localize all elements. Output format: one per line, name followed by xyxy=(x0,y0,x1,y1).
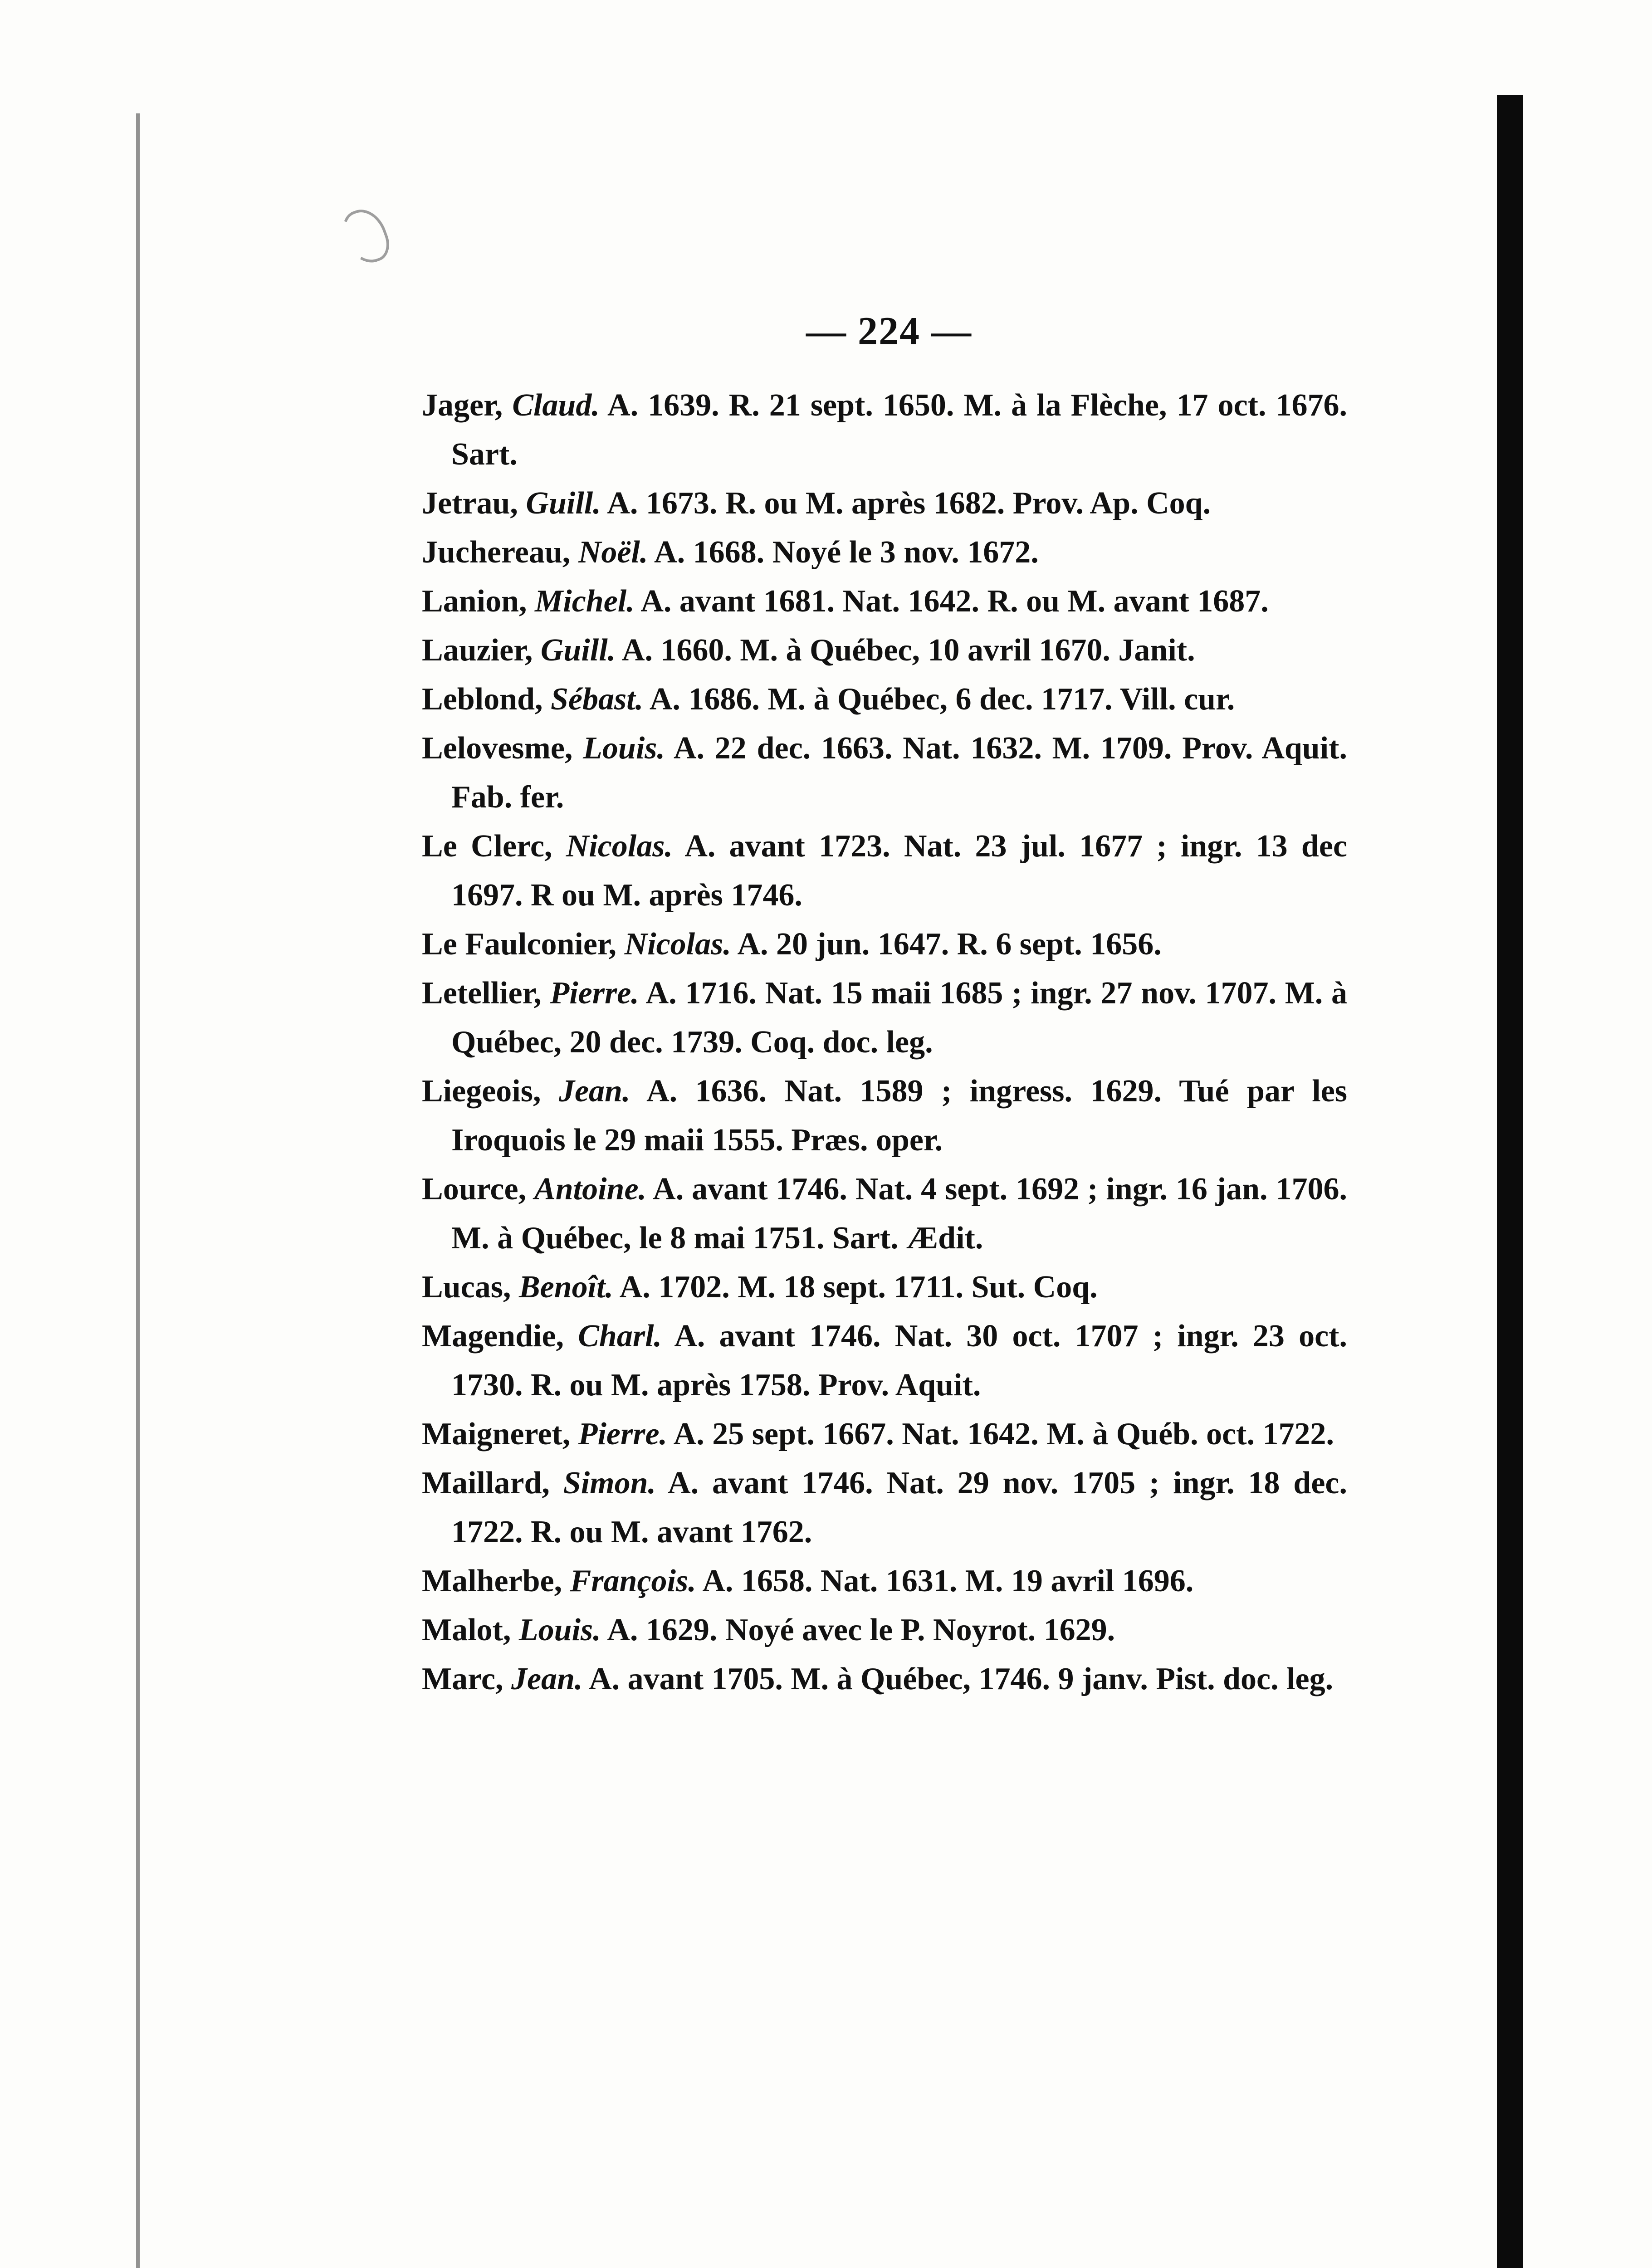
entry-details: A. 1629. Noyé avec le P. Noyrot. 1629. xyxy=(601,1613,1115,1647)
list-item xyxy=(422,1606,1347,1655)
list-item xyxy=(422,1312,1347,1410)
given-name: Benoît. xyxy=(518,1270,614,1305)
given-name: Pierre. xyxy=(550,976,639,1011)
surname: Magendie, xyxy=(422,1319,578,1354)
surname: Marc, xyxy=(422,1662,511,1696)
list-item xyxy=(422,528,1347,577)
entry-details: A. 1660. M. à Québec, 10 avril 1670. Janit. xyxy=(616,633,1195,668)
given-name: Antoine. xyxy=(534,1172,647,1207)
list-item xyxy=(422,1655,1347,1704)
entry-details: A. 22 dec. 1663. Nat. 1632. M. 1709. Prov. Aquit. Fab. fer. xyxy=(451,731,1347,815)
list-item xyxy=(422,822,1347,920)
entry-details: A. 20 jun. 1647. R. 6 sept. 1656. xyxy=(731,927,1162,962)
page-edge-left xyxy=(136,113,140,2268)
given-name: Michel. xyxy=(535,584,635,619)
entry-details: A. 1716. Nat. 15 maii 1685 ; ingr. 27 nov. 1707. M. à Québec, 20 dec. 1739. Coq. doc. leg. xyxy=(451,976,1347,1060)
entry-details: A. 1673. R. ou M. après 1682. Prov. Ap. Coq. xyxy=(601,486,1211,521)
surname: Malherbe, xyxy=(422,1564,570,1598)
given-name: Guill. xyxy=(526,486,601,521)
surname: Malot, xyxy=(422,1613,519,1647)
surname: Lource, xyxy=(422,1172,535,1207)
list-item xyxy=(422,1557,1347,1606)
list-item xyxy=(422,1067,1347,1165)
surname: Lauzier, xyxy=(422,633,541,668)
list-item xyxy=(422,920,1347,969)
entry-details: A. avant 1705. M. à Québec, 1746. 9 janv. Pist. doc. leg. xyxy=(582,1662,1334,1696)
given-name: François. xyxy=(570,1564,696,1598)
given-name: Simon. xyxy=(563,1466,656,1501)
list-item xyxy=(422,969,1347,1067)
given-name: Claud. xyxy=(512,388,600,423)
surname: Lelovesme, xyxy=(422,731,583,766)
surname: Maigneret, xyxy=(422,1417,578,1452)
surname: Lucas, xyxy=(422,1270,519,1305)
surname: Lanion, xyxy=(422,584,535,619)
list-item xyxy=(422,381,1347,479)
list-item xyxy=(422,724,1347,822)
surname: Jetrau, xyxy=(422,486,526,521)
list-item xyxy=(422,675,1347,724)
list-item xyxy=(422,577,1347,626)
surname: Liegeois, xyxy=(422,1074,559,1109)
list-item xyxy=(422,1459,1347,1557)
entry-list xyxy=(422,381,1347,1704)
surname: Le Clerc, xyxy=(422,829,566,864)
given-name: Guill. xyxy=(540,633,616,668)
entry-details: A. 1639. R. 21 sept. 1650. M. à la Flèche, 17 oct. 1676. Sart. xyxy=(451,388,1347,472)
list-item xyxy=(422,1410,1347,1459)
entry-details: A. 25 sept. 1667. Nat. 1642. M. à Québ. oct. 1722. xyxy=(667,1417,1334,1452)
given-name: Pierre. xyxy=(578,1417,668,1452)
entry-details: A. avant 1746. Nat. 4 sept. 1692 ; ingr. 16 jan. 1706. M. à Québec, le 8 mai 1751. Sart. Ædit. xyxy=(451,1172,1347,1256)
page-edge-right xyxy=(1497,95,1523,2268)
surname: Le Faulconier, xyxy=(422,927,625,962)
given-name: Sébast. xyxy=(551,682,644,717)
entry-details: A. 1658. Nat. 1631. M. 19 avril 1696. xyxy=(696,1564,1194,1598)
entry-details: A. 1702. M. 18 sept. 1711. Sut. Coq. xyxy=(613,1270,1098,1305)
list-item xyxy=(422,1263,1347,1312)
surname: Jager, xyxy=(422,388,513,423)
given-name: Nicolas. xyxy=(566,829,673,864)
entry-details: A. avant 1723. Nat. 23 jul. 1677 ; ingr. 13 dec 1697. R ou M. après 1746. xyxy=(451,829,1347,913)
entry-details: A. avant 1746. Nat. 29 nov. 1705 ; ingr. 18 dec. 1722. R. ou M. avant 1762. xyxy=(451,1466,1347,1549)
given-name: Charl. xyxy=(578,1319,662,1354)
page-number: — 224 — xyxy=(806,309,972,353)
surname: Letellier, xyxy=(422,976,550,1011)
list-item xyxy=(422,479,1347,528)
surname: Leblond, xyxy=(422,682,551,717)
given-name: Louis. xyxy=(583,731,665,766)
entry-details: A. 1686. M. à Québec, 6 dec. 1717. Vill. cur. xyxy=(643,682,1235,717)
entry-details: A. 1636. Nat. 1589 ; ingress. 1629. Tué par les Iroquois le 29 maii 1555. Præs. oper. xyxy=(451,1074,1348,1158)
given-name: Nicolas. xyxy=(624,927,731,962)
pencil-mark-icon xyxy=(337,203,395,269)
surname: Juchereau, xyxy=(422,535,578,570)
given-name: Louis. xyxy=(518,1613,601,1647)
list-item xyxy=(422,626,1347,675)
given-name: Jean. xyxy=(558,1074,630,1109)
entry-details: A. avant 1681. Nat. 1642. R. ou M. avant 1687. xyxy=(634,584,1269,619)
entry-details: A. 1668. Noyé le 3 nov. 1672. xyxy=(648,535,1039,570)
given-name: Noël. xyxy=(578,535,648,570)
surname: Maillard, xyxy=(422,1466,563,1501)
given-name: Jean. xyxy=(511,1662,583,1696)
list-item xyxy=(422,1165,1347,1263)
entry-details: A. avant 1746. Nat. 30 oct. 1707 ; ingr. 23 oct. 1730. R. ou M. après 1758. Prov. Aquit. xyxy=(451,1319,1347,1403)
